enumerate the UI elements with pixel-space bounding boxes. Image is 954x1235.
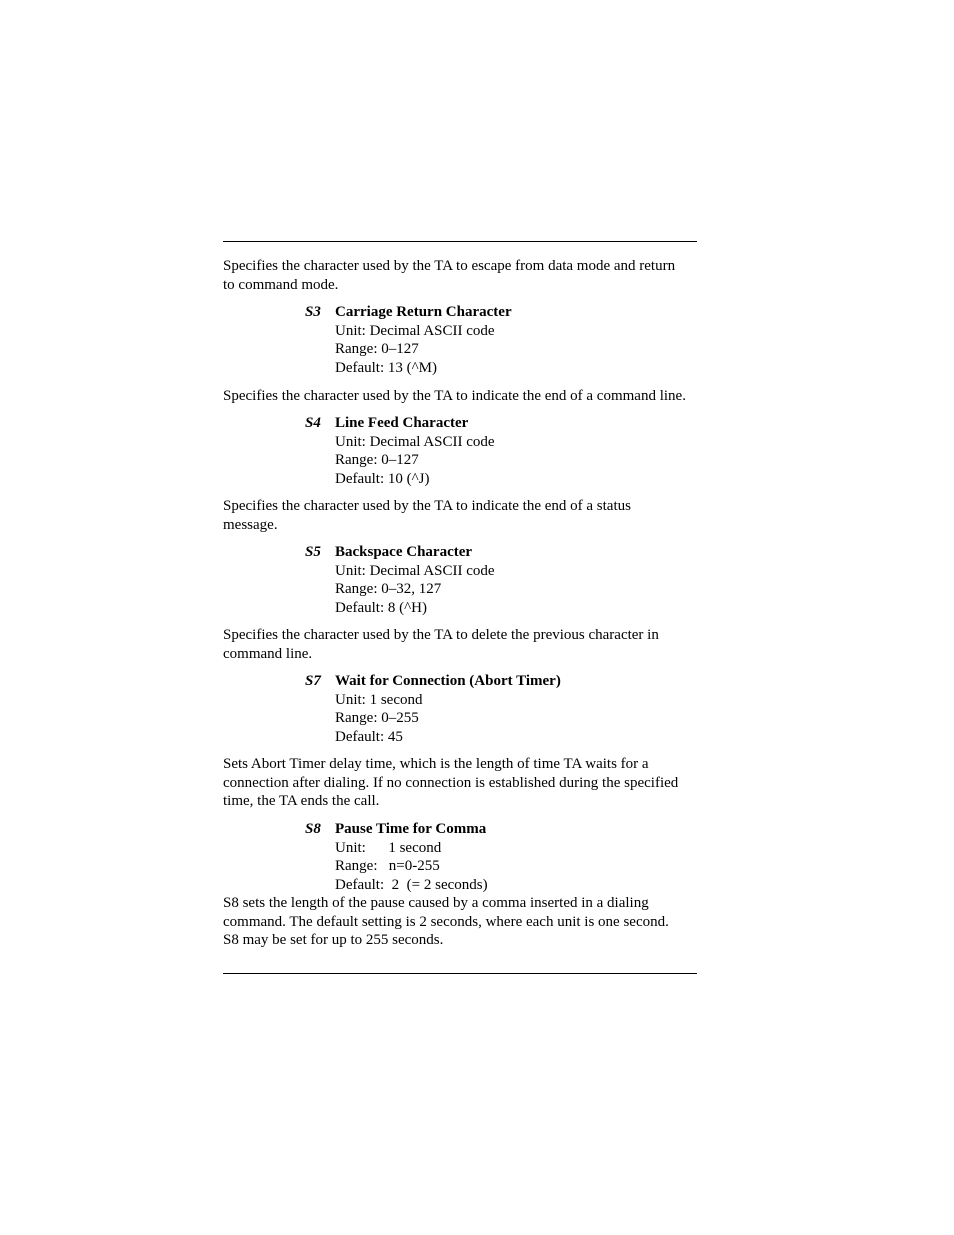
text-line: Specifies the character used by the TA to escape from data mode and return [223,258,676,274]
register-code: S8 [305,821,321,837]
register-default: Default: 13 (^M) [335,359,438,376]
register-unit: Unit: Decimal ASCII code [335,433,495,450]
register-default: Default: 45 [335,728,403,745]
register-name: Wait for Connection (Abort Timer) [335,673,561,689]
register-code: S4 [305,415,321,431]
register-s7 [305,672,705,746]
register-default: Default: 10 (^J) [335,470,430,487]
register-code: S7 [305,673,321,689]
text-line: Sets Abort Timer delay time, which is the length of time TA waits for a [223,756,649,772]
text-line: connection after dialing. If no connection is established during the specified [223,774,679,791]
register-s7-description [223,755,701,811]
text-line: S8 sets the length of the pause caused by a comma inserted in a dialing [223,895,649,911]
text-line: to command mode. [223,276,339,293]
register-unit: Unit: 1 second [335,839,442,856]
text-line: S8 may be set for up to 255 seconds. [223,932,444,949]
text-line: time, the TA ends the call. [223,793,380,810]
text-line: Specifies the character used by the TA to indicate the end of a status [223,498,631,514]
register-s5-description [223,626,701,663]
register-name: Backspace Character [335,544,473,560]
register-name: Line Feed Character [335,415,469,431]
register-range: Range: 0–127 [335,452,419,469]
register-range: Range: n=0-255 [335,858,440,875]
register-range: Range: 0–32, 127 [335,581,442,598]
register-code: S5 [305,544,321,560]
text-line: Specifies the character used by the TA to indicate the end of a command line. [223,388,686,404]
register-heading [305,543,705,562]
text-line: command. The default setting is 2 seconds, where each unit is one second. [223,913,669,930]
intro-paragraph [223,257,701,294]
register-s8 [305,820,705,894]
register-heading [305,303,705,322]
register-name: Pause Time for Comma [335,821,487,837]
register-range: Range: 0–255 [335,710,419,727]
top-rule [223,241,697,242]
register-default: Default: 8 (^H) [335,599,428,616]
register-s5 [305,543,705,617]
register-unit: Unit: 1 second [335,691,423,708]
register-code: S3 [305,304,321,320]
register-unit: Unit: Decimal ASCII code [335,322,495,339]
register-s8-description [223,894,701,950]
register-s3-description [223,387,701,406]
register-unit: Unit: Decimal ASCII code [335,562,495,579]
register-default: Default: 2 (= 2 seconds) [335,876,488,893]
register-heading [305,414,705,433]
register-s4-description [223,497,701,534]
register-heading [305,820,705,839]
register-s3 [305,303,705,377]
register-range: Range: 0–127 [335,341,419,358]
text-line: Specifies the character used by the TA to delete the previous character in [223,627,659,643]
bottom-rule [223,973,697,974]
text-line: command line. [223,645,313,662]
register-s4 [305,414,705,488]
text-line: message. [223,516,278,533]
register-name: Carriage Return Character [335,304,512,320]
register-heading [305,672,705,691]
